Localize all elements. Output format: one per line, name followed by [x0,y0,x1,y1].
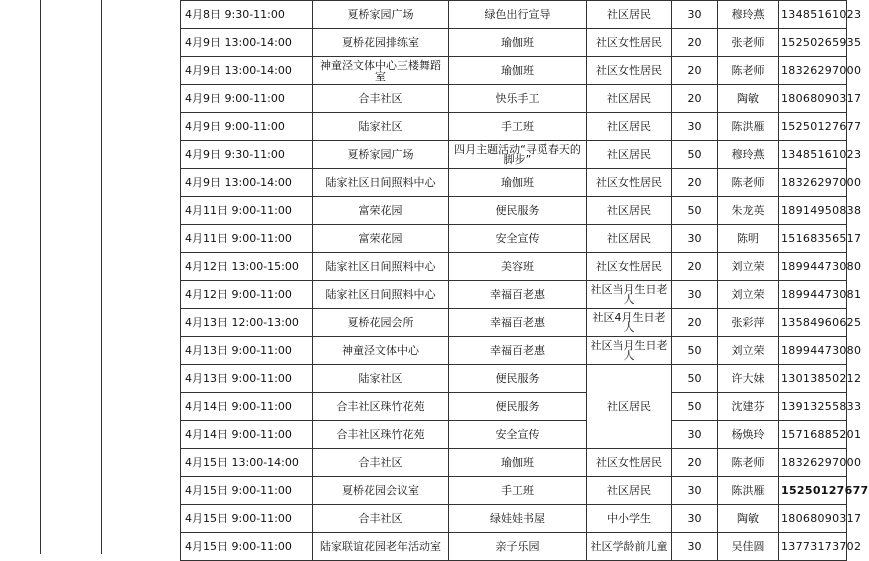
count-cell: 30 [672,281,718,309]
count-cell: 20 [672,449,718,477]
location-cell: 合丰社区珠竹花苑 [313,421,449,449]
contact-cell: 许大妹 [718,365,779,393]
table-row [181,337,847,365]
location-cell: 陆家社区 [313,113,449,141]
audience-cell: 社区女性居民 [587,449,672,477]
table-row [181,281,847,309]
date-time-cell: 4月11日 9:00-11:00 [181,197,313,225]
date-time-cell: 4月15日 9:00-11:00 [181,505,313,533]
date-time-cell: 4月13日 9:00-11:00 [181,365,313,393]
location-cell: 陆家社区日间照料中心 [313,281,449,309]
audience-cell: 社区女性居民 [587,57,672,85]
count-cell: 50 [672,365,718,393]
audience-cell: 社区居民 [587,113,672,141]
phone-cell: 13485161023 [779,1,847,29]
location-cell: 合丰社区珠竹花苑 [313,393,449,421]
phone-cell: 15250127677 [779,113,847,141]
location-cell: 神童泾文体中心 [313,337,449,365]
contact-cell: 刘立荣 [718,337,779,365]
date-time-cell: 4月12日 9:00-11:00 [181,281,313,309]
phone-cell: 18914950838 [779,197,847,225]
contact-cell: 穆玲燕 [718,141,779,169]
phone-cell: 15716885201 [779,421,847,449]
phone-cell: 18326297000 [779,57,847,85]
table-row [181,309,847,337]
contact-cell: 陈老师 [718,449,779,477]
activity-cell: 便民服务 [449,365,587,393]
contact-cell: 陶敏 [718,505,779,533]
location-cell: 陆家联谊花园老年活动室 [313,533,449,561]
count-cell: 20 [672,29,718,57]
table-row [181,29,847,57]
location-cell: 夏桥家园广场 [313,1,449,29]
activity-cell: 绿色出行宣导 [449,1,587,29]
date-time-cell: 4月12日 13:00-15:00 [181,253,313,281]
activity-cell: 幸福百老惠 [449,281,587,309]
audience-cell: 社区女性居民 [587,29,672,57]
count-cell: 50 [672,141,718,169]
date-time-cell: 4月9日 9:00-11:00 [181,85,313,113]
audience-cell: 社区居民 [587,141,672,169]
contact-cell: 陶敏 [718,85,779,113]
contact-cell: 陈老师 [718,169,779,197]
activity-cell: 瑜伽班 [449,169,587,197]
location-cell: 夏桥家园广场 [313,141,449,169]
activity-cell: 绿娃娃书屋 [449,505,587,533]
location-cell: 合丰社区 [313,505,449,533]
count-cell: 50 [672,393,718,421]
contact-cell: 朱龙英 [718,197,779,225]
activity-cell: 四月主题活动“寻觅春天的脚步” [449,141,587,169]
phone-cell: 13013850212 [779,365,847,393]
count-cell: 50 [672,197,718,225]
table-row [181,225,847,253]
count-cell: 30 [672,225,718,253]
location-cell: 陆家社区 [313,365,449,393]
location-cell: 陆家社区日间照料中心 [313,169,449,197]
date-time-cell: 4月9日 9:30-11:00 [181,141,313,169]
audience-cell: 社区居民 [587,225,672,253]
audience-cell: 社区居民 [587,477,672,505]
contact-cell: 张彩萍 [718,309,779,337]
table-row [181,141,847,169]
location-cell: 夏桥花园会议室 [313,477,449,505]
contact-cell: 刘立荣 [718,281,779,309]
date-time-cell: 4月11日 9:00-11:00 [181,225,313,253]
activity-cell: 手工班 [449,477,587,505]
count-cell: 50 [672,337,718,365]
audience-cell: 社区4月生日老人 [587,309,672,337]
count-cell: 30 [672,421,718,449]
count-cell: 30 [672,1,718,29]
count-cell: 20 [672,85,718,113]
location-cell: 合丰社区 [313,449,449,477]
contact-cell: 沈建芬 [718,393,779,421]
phone-cell: 15168356517 [779,225,847,253]
audience-cell: 社区居民 [587,197,672,225]
date-time-cell: 4月13日 9:00-11:00 [181,337,313,365]
audience-cell: 社区学龄前儿童 [587,533,672,561]
table-row [181,57,847,85]
phone-cell: 13773173702 [779,533,847,561]
date-time-cell: 4月9日 9:00-11:00 [181,113,313,141]
date-time-cell: 4月8日 9:30-11:00 [181,1,313,29]
activity-cell: 幸福百老惠 [449,309,587,337]
count-cell: 20 [672,169,718,197]
table-row [181,477,847,505]
table-row [181,113,847,141]
count-cell: 30 [672,477,718,505]
date-time-cell: 4月14日 9:00-11:00 [181,393,313,421]
count-cell: 30 [672,533,718,561]
contact-cell: 陈老师 [718,57,779,85]
location-cell: 陆家社区日间照料中心 [313,253,449,281]
left-margin-line-1 [40,0,41,554]
audience-cell: 中小学生 [587,505,672,533]
table-row [181,365,847,393]
phone-cell: 18068090317 [779,85,847,113]
date-time-cell: 4月13日 12:00-13:00 [181,309,313,337]
activity-cell: 手工班 [449,113,587,141]
table-row [181,85,847,113]
left-margin-line-2 [101,0,102,554]
location-cell: 神童泾文体中心三楼舞蹈室 [313,57,449,85]
activity-cell: 幸福百老惠 [449,337,587,365]
count-cell: 20 [672,57,718,85]
phone-cell: 13485161023 [779,141,847,169]
date-time-cell: 4月15日 9:00-11:00 [181,477,313,505]
count-cell: 30 [672,505,718,533]
phone-cell: 18994473080 [779,337,847,365]
date-time-cell: 4月14日 9:00-11:00 [181,421,313,449]
location-cell: 夏桥花园排练室 [313,29,449,57]
table-row [181,1,847,29]
count-cell: 30 [672,113,718,141]
date-time-cell: 4月15日 13:00-14:00 [181,449,313,477]
contact-cell: 陈洪雁 [718,477,779,505]
audience-cell: 社区居民 [587,1,672,29]
activity-cell: 瑜伽班 [449,449,587,477]
contact-cell: 陈洪雁 [718,113,779,141]
audience-cell: 社区居民 [587,365,672,449]
audience-cell: 社区居民 [587,85,672,113]
phone-cell: 18326297000 [779,169,847,197]
contact-cell: 穆玲燕 [718,1,779,29]
location-cell: 富荣花园 [313,197,449,225]
table-row [181,505,847,533]
phone-cell: 13584960625 [779,309,847,337]
activity-cell: 安全宣传 [449,421,587,449]
audience-cell: 社区女性居民 [587,169,672,197]
phone-cell: 18994473080 [779,253,847,281]
phone-cell: 15250265935 [779,29,847,57]
phone-cell: 18068090317 [779,505,847,533]
count-cell: 20 [672,253,718,281]
date-time-cell: 4月15日 9:00-11:00 [181,533,313,561]
count-cell: 20 [672,309,718,337]
activity-cell: 美容班 [449,253,587,281]
activity-cell: 便民服务 [449,197,587,225]
table-row [181,533,847,561]
date-time-cell: 4月9日 13:00-14:00 [181,169,313,197]
audience-cell: 社区当月生日老人 [587,281,672,309]
audience-cell: 社区女性居民 [587,253,672,281]
contact-cell: 陈明 [718,225,779,253]
contact-cell: 杨焕玲 [718,421,779,449]
date-time-cell: 4月9日 13:00-14:00 [181,29,313,57]
activity-cell: 快乐手工 [449,85,587,113]
audience-cell: 社区当月生日老人 [587,337,672,365]
contact-cell: 刘立荣 [718,253,779,281]
table-row [181,169,847,197]
phone-cell: 18994473081 [779,281,847,309]
contact-cell: 吴佳圆 [718,533,779,561]
activity-cell: 亲子乐园 [449,533,587,561]
phone-cell: 15250127677 [779,477,847,505]
location-cell: 夏桥花园会所 [313,309,449,337]
activity-cell: 瑜伽班 [449,29,587,57]
phone-cell: 13913255833 [779,393,847,421]
activity-cell: 便民服务 [449,393,587,421]
activity-cell: 安全宣传 [449,225,587,253]
table-row [181,197,847,225]
date-time-cell: 4月9日 13:00-14:00 [181,57,313,85]
table-row [181,421,847,449]
activity-schedule-table [180,0,869,561]
location-cell: 合丰社区 [313,85,449,113]
contact-cell: 张老师 [718,29,779,57]
table-row [181,449,847,477]
phone-cell: 18326297000 [779,449,847,477]
location-cell: 富荣花园 [313,225,449,253]
table-row [181,393,847,421]
activity-cell: 瑜伽班 [449,57,587,85]
table-row [181,253,847,281]
